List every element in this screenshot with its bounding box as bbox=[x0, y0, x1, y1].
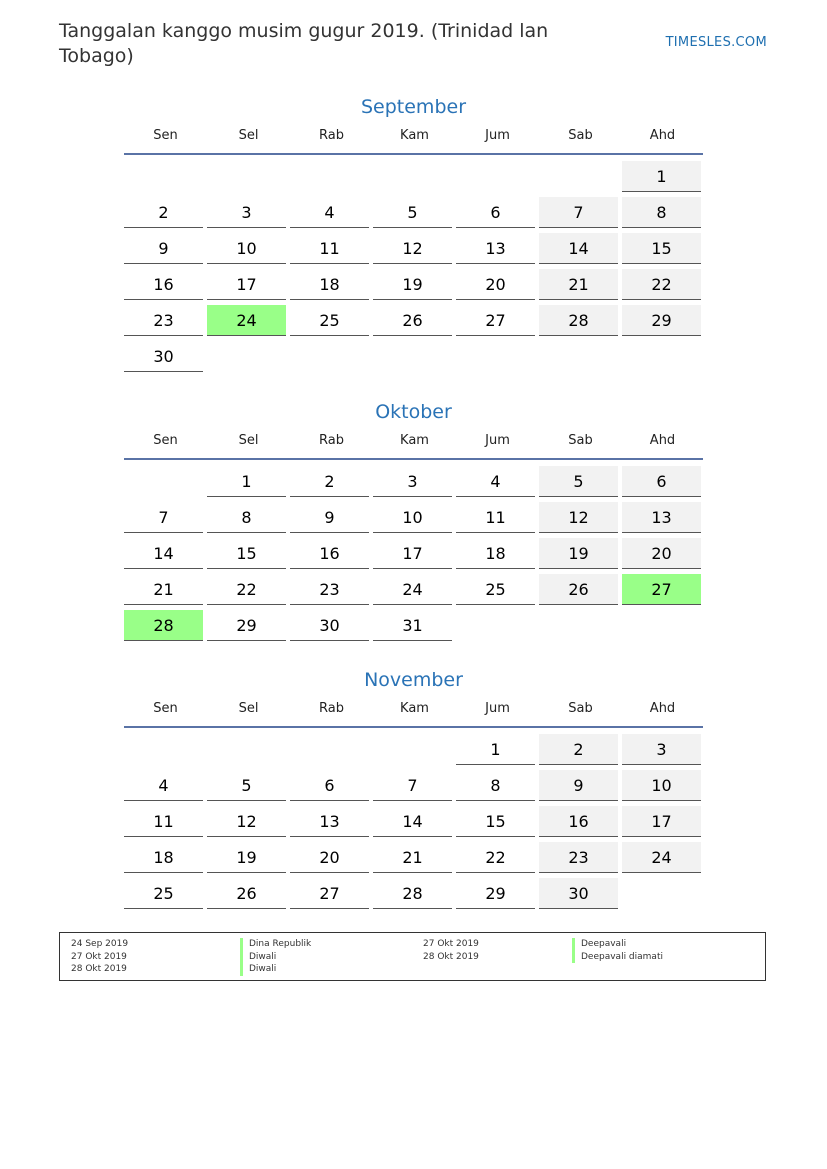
day-cell: 6 bbox=[290, 770, 369, 801]
day-cell: 10 bbox=[373, 502, 452, 533]
legend-names-left bbox=[240, 938, 311, 976]
day-cell: 26 bbox=[373, 305, 452, 336]
weekday-label: Ahd bbox=[649, 701, 676, 716]
weekday-label: Jum bbox=[485, 701, 510, 716]
day-cell: 2 bbox=[124, 197, 203, 228]
day-cell: 18 bbox=[124, 842, 203, 873]
day-cell: 14 bbox=[124, 538, 203, 569]
weekday-header bbox=[124, 432, 703, 460]
day-cell: 16 bbox=[290, 538, 369, 569]
weekday-label: Sab bbox=[568, 128, 593, 143]
weekday-header bbox=[124, 127, 703, 155]
day-cell: 30 bbox=[539, 878, 618, 909]
empty-cell bbox=[290, 734, 369, 764]
day-cell: 4 bbox=[290, 197, 369, 228]
day-cell: 20 bbox=[622, 538, 701, 569]
day-cell: 9 bbox=[539, 770, 618, 801]
day-cell: 7 bbox=[373, 770, 452, 801]
day-cell: 1 bbox=[207, 466, 286, 497]
legend-date: 24 Sep 2019 bbox=[71, 939, 129, 949]
day-cell: 23 bbox=[290, 574, 369, 605]
legend-dates-left bbox=[71, 938, 221, 976]
day-cell: 12 bbox=[539, 502, 618, 533]
day-cell: 15 bbox=[456, 806, 535, 837]
day-cell: 14 bbox=[539, 233, 618, 264]
weekday-label: Sen bbox=[153, 433, 178, 448]
legend-date: 28 Okt 2019 bbox=[71, 964, 127, 974]
day-cell: 8 bbox=[622, 197, 701, 228]
month-calendar bbox=[124, 398, 703, 641]
legend-date: 27 Okt 2019 bbox=[71, 951, 127, 962]
empty-cell bbox=[373, 734, 452, 764]
day-cell: 26 bbox=[207, 878, 286, 909]
legend-dates-right bbox=[423, 938, 573, 963]
day-grid bbox=[124, 466, 703, 641]
month-name: Oktober bbox=[375, 401, 452, 423]
day-cell: 27 bbox=[456, 305, 535, 336]
empty-cell bbox=[124, 734, 203, 764]
day-cell: 21 bbox=[373, 842, 452, 873]
day-cell: 17 bbox=[207, 269, 286, 300]
day-cell: 24 bbox=[622, 842, 701, 873]
day-cell: 1 bbox=[622, 161, 701, 192]
day-cell: 24 bbox=[373, 574, 452, 605]
day-cell: 5 bbox=[539, 466, 618, 497]
brand-link[interactable]: TIMESLES.COM bbox=[665, 35, 767, 50]
weekday-header bbox=[124, 700, 703, 728]
day-cell: 5 bbox=[207, 770, 286, 801]
day-grid bbox=[124, 734, 703, 909]
day-cell: 30 bbox=[290, 610, 369, 641]
month-name: November bbox=[364, 669, 463, 691]
day-cell: 17 bbox=[622, 806, 701, 837]
weekday-label: Jum bbox=[485, 128, 510, 143]
day-cell: 21 bbox=[539, 269, 618, 300]
day-cell: 20 bbox=[290, 842, 369, 873]
day-cell: 8 bbox=[456, 770, 535, 801]
empty-cell bbox=[373, 161, 452, 191]
weekday-label: Sel bbox=[238, 701, 259, 716]
day-cell: 11 bbox=[290, 233, 369, 264]
legend-holiday-name: Deepavali diamati bbox=[572, 951, 663, 964]
day-cell: 29 bbox=[456, 878, 535, 909]
day-cell: 27 bbox=[290, 878, 369, 909]
day-cell: 6 bbox=[456, 197, 535, 228]
day-cell: 16 bbox=[124, 269, 203, 300]
legend-date: 28 Okt 2019 bbox=[423, 951, 479, 962]
weekday-label: Rab bbox=[319, 701, 344, 716]
weekday-label: Jum bbox=[485, 433, 510, 448]
day-cell: 29 bbox=[622, 305, 701, 336]
day-cell: 27 bbox=[622, 574, 701, 605]
legend-names-right bbox=[572, 938, 663, 963]
day-cell: 12 bbox=[207, 806, 286, 837]
day-cell: 28 bbox=[124, 610, 203, 641]
day-cell: 26 bbox=[539, 574, 618, 605]
day-cell: 22 bbox=[622, 269, 701, 300]
empty-cell bbox=[124, 161, 203, 191]
day-cell: 4 bbox=[456, 466, 535, 497]
day-cell: 25 bbox=[456, 574, 535, 605]
month-name: September bbox=[360, 96, 467, 118]
day-cell: 13 bbox=[622, 502, 701, 533]
legend-date: 27 Okt 2019 bbox=[423, 939, 479, 949]
day-cell: 17 bbox=[373, 538, 452, 569]
day-cell: 3 bbox=[373, 466, 452, 497]
day-cell: 24 bbox=[207, 305, 286, 336]
legend-holiday-name: Diwali bbox=[240, 951, 311, 964]
day-cell: 19 bbox=[539, 538, 618, 569]
weekday-label: Ahd bbox=[649, 433, 676, 448]
day-cell: 14 bbox=[373, 806, 452, 837]
day-cell: 28 bbox=[539, 305, 618, 336]
day-cell: 19 bbox=[207, 842, 286, 873]
day-cell: 18 bbox=[456, 538, 535, 569]
day-cell: 5 bbox=[373, 197, 452, 228]
legend-holiday-name: Dina Republik bbox=[240, 938, 311, 951]
weekday-label: Sab bbox=[568, 433, 593, 448]
day-cell: 12 bbox=[373, 233, 452, 264]
empty-cell bbox=[207, 161, 286, 191]
day-cell: 9 bbox=[124, 233, 203, 264]
day-cell: 15 bbox=[622, 233, 701, 264]
day-cell: 19 bbox=[373, 269, 452, 300]
legend-holiday-name: Diwali bbox=[240, 963, 311, 976]
day-cell: 15 bbox=[207, 538, 286, 569]
weekday-label: Sen bbox=[153, 128, 178, 143]
day-cell: 9 bbox=[290, 502, 369, 533]
day-cell: 1 bbox=[456, 734, 535, 765]
day-cell: 7 bbox=[124, 502, 203, 533]
weekday-label: Ahd bbox=[649, 128, 676, 143]
day-cell: 22 bbox=[456, 842, 535, 873]
empty-cell bbox=[207, 734, 286, 764]
page-title: Tanggalan kanggo musim gugur 2019. (Trinidad lan Tobago) bbox=[59, 20, 549, 67]
day-cell: 21 bbox=[124, 574, 203, 605]
weekday-label: Kam bbox=[400, 433, 429, 448]
weekday-label: Kam bbox=[400, 701, 429, 716]
day-cell: 8 bbox=[207, 502, 286, 533]
day-cell: 28 bbox=[373, 878, 452, 909]
day-cell: 2 bbox=[290, 466, 369, 497]
empty-cell bbox=[539, 161, 618, 191]
day-cell: 10 bbox=[207, 233, 286, 264]
day-cell: 4 bbox=[124, 770, 203, 801]
day-cell: 18 bbox=[290, 269, 369, 300]
day-cell: 10 bbox=[622, 770, 701, 801]
day-cell: 13 bbox=[456, 233, 535, 264]
empty-cell bbox=[290, 161, 369, 191]
day-cell: 2 bbox=[539, 734, 618, 765]
day-cell: 3 bbox=[207, 197, 286, 228]
weekday-label: Sab bbox=[568, 701, 593, 716]
day-cell: 25 bbox=[290, 305, 369, 336]
legend-holiday-name: Deepavali bbox=[572, 938, 663, 951]
weekday-label: Rab bbox=[319, 433, 344, 448]
month-calendar bbox=[124, 93, 703, 372]
day-cell: 29 bbox=[207, 610, 286, 641]
weekday-label: Kam bbox=[400, 128, 429, 143]
holiday-legend bbox=[59, 932, 766, 981]
day-cell: 30 bbox=[124, 341, 203, 372]
day-cell: 22 bbox=[207, 574, 286, 605]
empty-cell bbox=[456, 161, 535, 191]
day-cell: 3 bbox=[622, 734, 701, 765]
month-calendar bbox=[124, 666, 703, 909]
empty-cell bbox=[124, 466, 203, 496]
weekday-label: Rab bbox=[319, 128, 344, 143]
day-cell: 16 bbox=[539, 806, 618, 837]
day-cell: 7 bbox=[539, 197, 618, 228]
day-cell: 23 bbox=[124, 305, 203, 336]
day-cell: 6 bbox=[622, 466, 701, 497]
day-cell: 31 bbox=[373, 610, 452, 641]
day-cell: 23 bbox=[539, 842, 618, 873]
day-cell: 11 bbox=[124, 806, 203, 837]
day-cell: 25 bbox=[124, 878, 203, 909]
day-cell: 13 bbox=[290, 806, 369, 837]
day-grid bbox=[124, 161, 703, 372]
weekday-label: Sen bbox=[153, 701, 178, 716]
day-cell: 20 bbox=[456, 269, 535, 300]
day-cell: 11 bbox=[456, 502, 535, 533]
weekday-label: Sel bbox=[238, 433, 259, 448]
weekday-label: Sel bbox=[238, 128, 259, 143]
